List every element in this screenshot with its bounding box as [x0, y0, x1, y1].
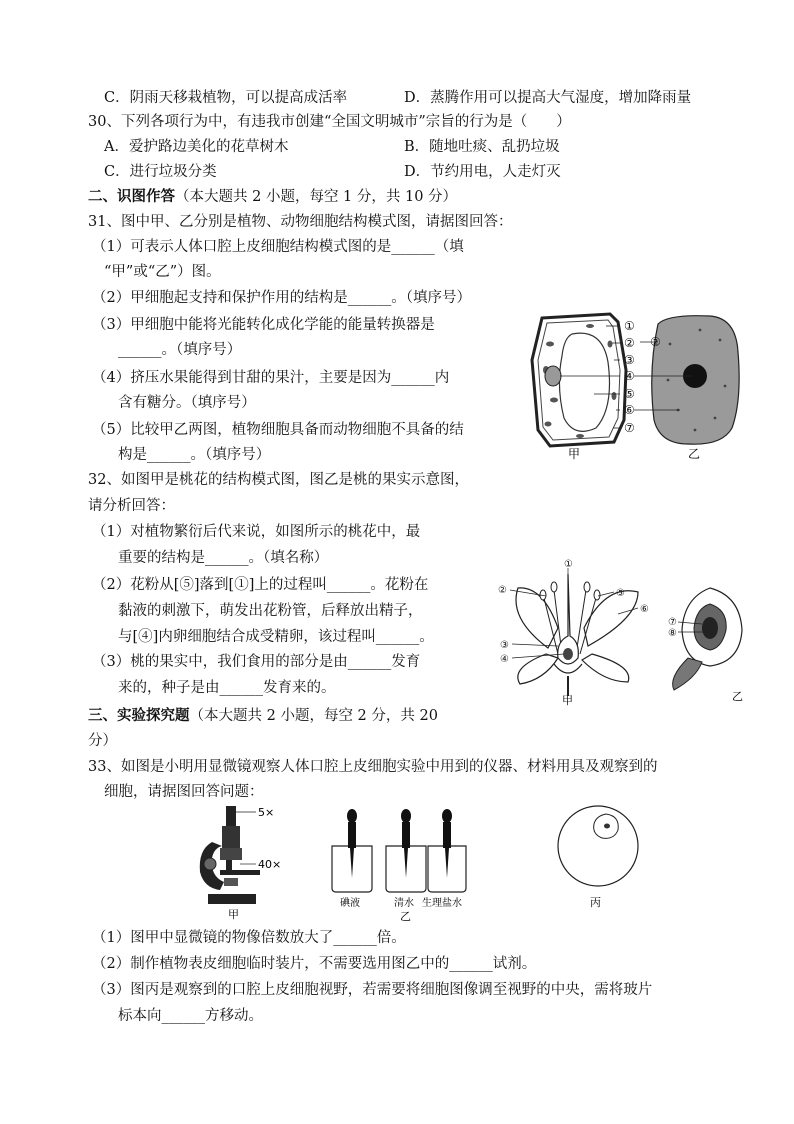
- flower-label-4: ④: [500, 654, 509, 665]
- q30-option-a: A．爱护路边美化的花草树木: [104, 139, 289, 155]
- q32-sub3-line1: （3）桃的果实中，我们食用的部分是由______发育: [92, 654, 421, 670]
- caption-microscope-jia: 甲: [228, 908, 239, 921]
- q31-sub3-line2: ______。（填序号）: [118, 342, 242, 358]
- flower-petal-bottom-right: [582, 654, 629, 682]
- cell-label-1: ①: [624, 319, 635, 333]
- section-2-note: （本大题共 2 小题，每空 1 分，共 10 分）: [175, 189, 458, 205]
- q30-option-c: C．进行垃圾分类: [104, 164, 217, 180]
- q32-sub1-line1: （1）对植物繁衍后代来说，如图所示的桃花中，最: [92, 524, 421, 540]
- microscope: [200, 806, 260, 904]
- q30-option-d: D．节约用电，人走灯灭: [404, 164, 561, 180]
- q30-stem: 30、下列各项行为中，有违我市创建“全国文明城市”宗旨的行为是（ ）: [88, 114, 571, 130]
- caption-view-bing: 丙: [590, 896, 601, 909]
- flower-petal-left: [516, 588, 558, 648]
- bottle-label-iodine: 碘液: [340, 898, 360, 909]
- q31-sub1-line1: （1）可表示人体口腔上皮细胞结构模式图的是______（填: [92, 239, 464, 255]
- q33-sub1: （1）图甲中显微镜的物像倍数放大了______倍。: [92, 930, 406, 946]
- plant-nucleus: [545, 366, 561, 386]
- flower-receptacle: [554, 664, 582, 673]
- peach-figure: [488, 558, 758, 706]
- q31-sub5-line1: （5）比较甲乙两图，植物细胞具备而动物细胞不具备的结: [92, 422, 464, 438]
- plant-vacuole: [559, 333, 609, 431]
- cell-label-7: ⑦: [624, 421, 635, 435]
- q33-stem-line1: 33、如图是小明用显微镜观察人体口腔上皮细胞实验中用到的仪器、材料用具及观察到的: [88, 759, 658, 775]
- cell-structure-figure: [510, 300, 760, 465]
- q33-sub3-line1: （3）图丙是观察到的口腔上皮细胞视野，若需要将细胞图像调至视野的中央，需将玻片: [92, 982, 653, 998]
- bottle-label-saline: 生理盐水: [422, 898, 462, 909]
- q33-sub2: （2）制作植物表皮细胞临时装片，不需要选用图乙中的______试剂。: [92, 956, 537, 972]
- q31-sub4-line2: 含有糖分。（填序号）: [118, 395, 256, 411]
- flower-caption-jia: 甲: [562, 694, 573, 706]
- q32-stem-line1: 32、如图甲是桃花的结构模式图，图乙是桃的果实示意图，: [88, 472, 469, 488]
- q33-sub3-line2: 标本向______方移动。: [118, 1008, 263, 1024]
- cell-label-2: ②: [624, 336, 635, 350]
- q30-option-b: B．随地吐痰、乱扔垃圾: [404, 139, 560, 155]
- cell-label-left-2: ②: [650, 335, 661, 349]
- section-2-title: 二、识图作答: [88, 188, 175, 205]
- q31-sub1-line2: “甲”或“乙”）图。: [104, 264, 221, 280]
- fruit-label-7: ⑦: [668, 617, 677, 628]
- peach-leaf: [673, 658, 702, 690]
- fruit-label-8: ⑧: [668, 628, 677, 639]
- objective-label: 40×: [258, 858, 282, 871]
- flower-label-5: ⑤: [616, 588, 625, 599]
- cell-label-3: ③: [624, 353, 635, 367]
- bottle-label-water: 清水: [394, 898, 414, 909]
- flower-label-1: ①: [564, 559, 573, 570]
- q32-sub3-line2: 来的，种子是由______发育来的。: [118, 680, 336, 696]
- section-3-note-line2: 分）: [88, 733, 117, 749]
- flower-label-2: ②: [498, 585, 507, 596]
- caption-yi: 乙: [688, 447, 701, 461]
- caption-bottles-yi: 乙: [400, 910, 411, 922]
- q32-sub2-line2: 黏液的刺激下，萌发出花粉管，后释放出精子，: [118, 603, 423, 619]
- q31-sub2: （2）甲细胞起支持和保护作用的结构是______。（填序号）: [92, 290, 471, 306]
- q32-sub2-line1: （2）花粉从[⑤]落到[①]上的过程叫______。花粉在: [92, 577, 429, 593]
- caption-jia: 甲: [568, 447, 581, 461]
- q31-sub3-line1: （3）甲细胞中能将光能转化成化学能的能量转换器是: [92, 317, 435, 333]
- eyepiece-label: 5×: [258, 806, 275, 819]
- flower-petal-bottom-left: [518, 654, 558, 684]
- q31-sub4-line1: （4）挤压水果能得到甘甜的果汁，主要是因为______内: [92, 370, 450, 386]
- experiment-figure: [190, 802, 650, 922]
- q29-option-d: D．蒸腾作用可以提高大气湿度，增加降雨量: [404, 90, 692, 106]
- cell-label-5: ⑤: [624, 387, 635, 401]
- cell-label-4: ④: [624, 369, 635, 383]
- flower-petal-right: [584, 591, 638, 646]
- cell-label-6: ⑥: [624, 403, 635, 417]
- q32-sub2-line3: 与[④]内卵细胞结合成受精卵，该过程叫______。: [118, 629, 434, 645]
- q29-option-c: C．阴雨天移栽植物，可以提高成活率: [104, 90, 348, 106]
- q32-stem-line2: 请分析回答：: [88, 498, 175, 514]
- q32-sub1-line2: 重要的结构是______。（填名称）: [118, 550, 329, 566]
- flower-label-3: ③: [500, 640, 509, 651]
- flower-label-6: ⑥: [640, 604, 649, 615]
- peach-seed: [702, 617, 718, 639]
- section-2-heading: [88, 187, 457, 207]
- q31-sub5-line2: 构是______。（填序号）: [118, 447, 271, 463]
- section-3-note-line1: （本大题共 2 小题，每空 2 分，共 20: [189, 708, 438, 724]
- q33-stem-line2: 细胞，请据图回答问题：: [104, 784, 264, 800]
- flower-ovule: [563, 648, 573, 660]
- fruit-caption-yi: 乙: [732, 690, 743, 703]
- section-3-title: 三、实验探究题: [88, 707, 190, 724]
- q31-stem: 31、图中甲、乙分别是植物、动物细胞结构模式图，请据图回答：: [88, 214, 513, 230]
- section-3-heading: [88, 706, 438, 726]
